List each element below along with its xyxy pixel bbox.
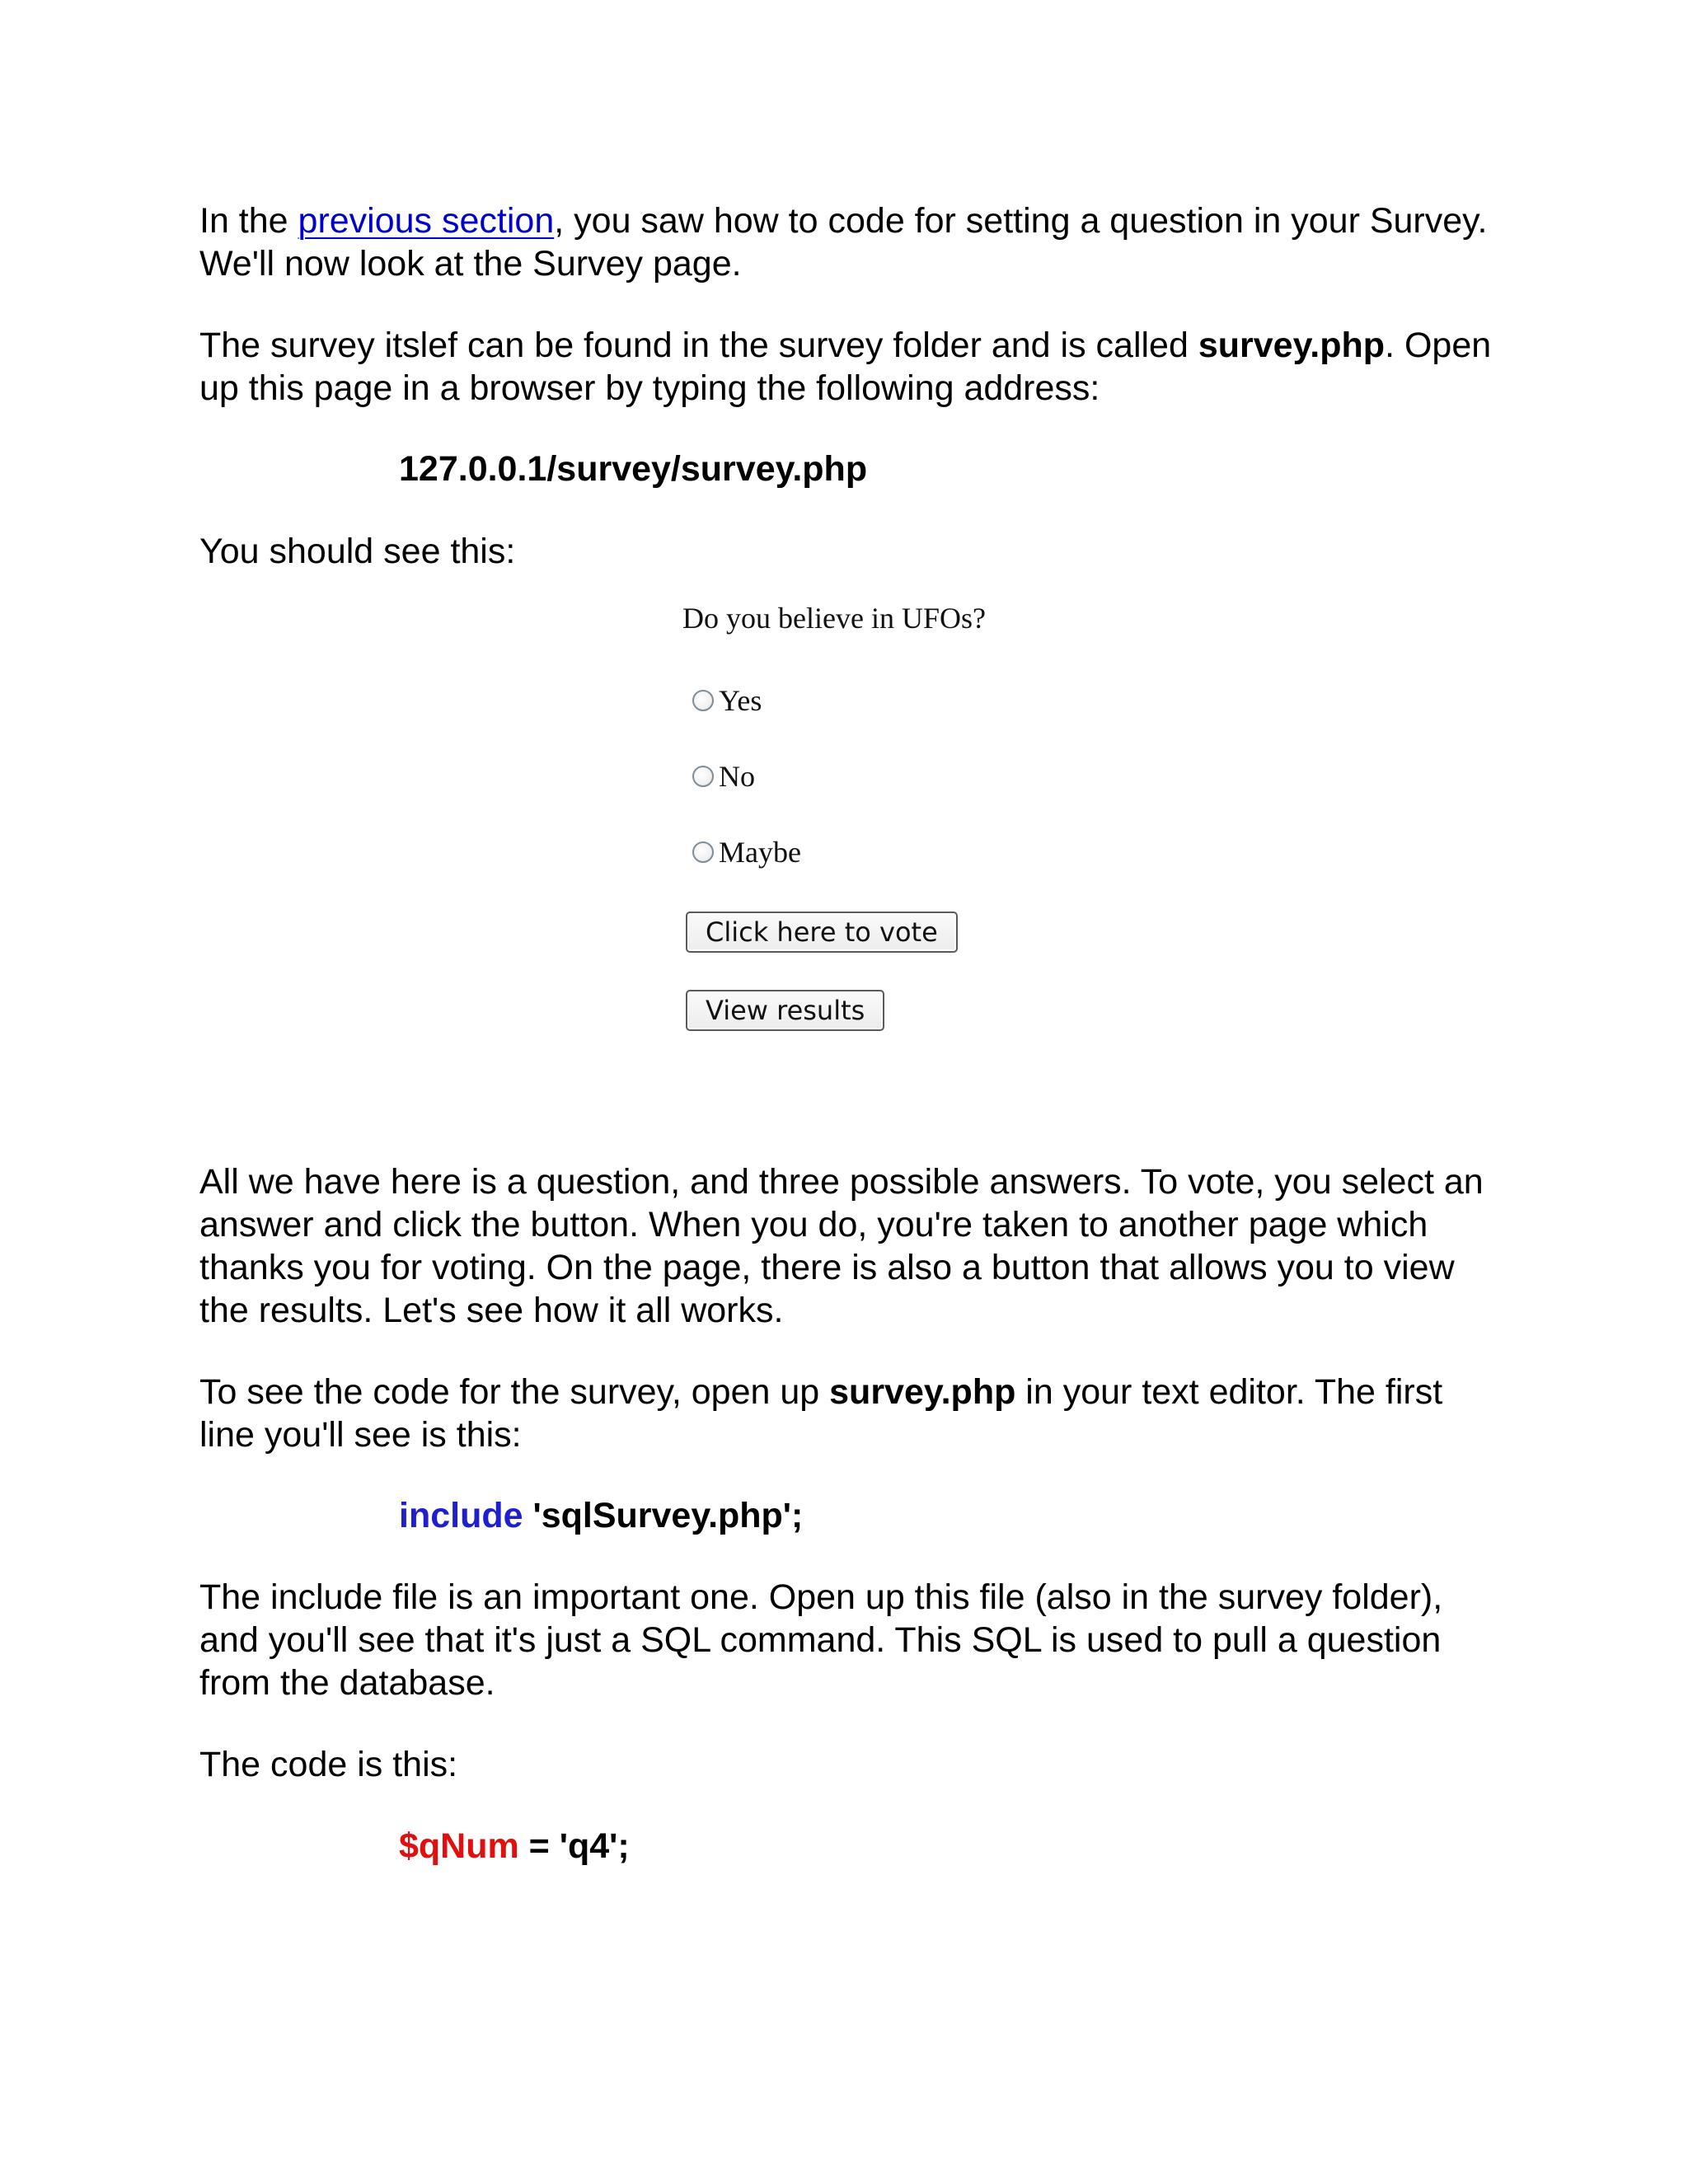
include-code-line: [399, 1494, 803, 1537]
qnum-variable: $qNum: [399, 1826, 519, 1866]
radio-no[interactable]: [692, 766, 714, 787]
survey-question: Do you believe in UFOs?: [682, 602, 986, 635]
previous-section-link[interactable]: previous section: [298, 201, 555, 241]
open-code-text-1: To see the code for the survey, open up: [199, 1372, 830, 1412]
qnum-assignment: = 'q4';: [518, 1826, 630, 1866]
option-maybe-label: Maybe: [719, 836, 801, 869]
location-text-1: The survey itslef can be found in the survey folder and is called: [199, 326, 1198, 365]
intro-paragraph: [199, 199, 1502, 285]
address-line: 127.0.0.1/survey/survey.php: [399, 449, 868, 489]
location-text-2: . Open up this page in a browser by typing the following address:: [199, 326, 1492, 408]
vote-button[interactable]: Click here to vote: [686, 912, 958, 953]
survey-screenshot: [682, 602, 1012, 1030]
survey-filename: survey.php: [1198, 326, 1386, 365]
option-maybe[interactable]: [692, 836, 801, 869]
qnum-code-line: [399, 1825, 630, 1868]
include-argument: 'sqlSurvey.php';: [523, 1496, 804, 1535]
option-no[interactable]: [692, 760, 755, 793]
open-code-paragraph: [199, 1371, 1502, 1456]
option-no-label: No: [719, 760, 755, 793]
intro-text-2: , you saw how to code for setting a question in your Survey. We'll now look at the Survey page.: [199, 201, 1488, 284]
radio-maybe[interactable]: [692, 841, 714, 863]
include-keyword: include: [399, 1496, 523, 1535]
radio-yes[interactable]: [692, 690, 714, 711]
survey-filename-2: survey.php: [829, 1372, 1016, 1412]
include-description: The include file is an important one. Open up this file (also in the survey folder), and you'll see that it's just a SQL command. This SQL is used to pull a question from the database.: [199, 1577, 1443, 1703]
location-paragraph: [199, 324, 1502, 410]
code-intro-text: The code is this:: [199, 1745, 458, 1784]
intro-text-1: In the: [199, 201, 298, 241]
view-results-button[interactable]: View results: [686, 990, 884, 1031]
option-yes[interactable]: [692, 684, 762, 717]
open-code-text-2: in your text editor. The first line you'll see is this:: [199, 1372, 1443, 1455]
option-yes-label: Yes: [719, 684, 762, 717]
explanation-paragraph: All we have here is a question, and three possible answers. To vote, you select an answer and click the button. When you do, you're taken to another page which thanks you for voting. On the page, there is also a button that allows you to view the results. Let's see how it all works.: [199, 1162, 1484, 1330]
see-this-text: You should see this:: [199, 532, 516, 571]
